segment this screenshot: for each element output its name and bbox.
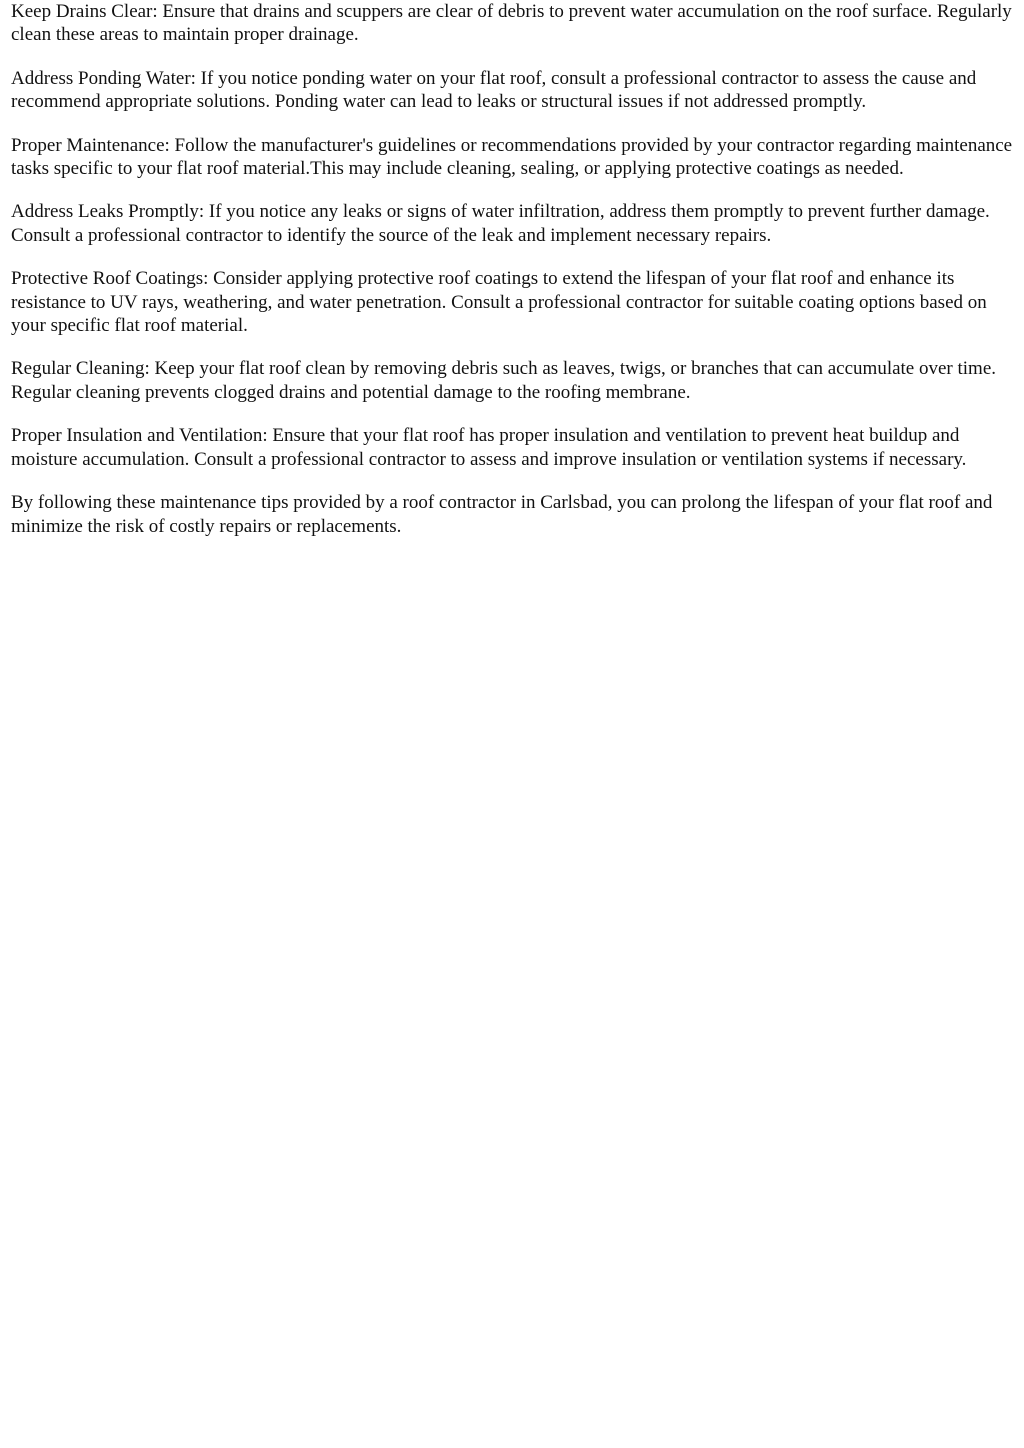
paragraph-address-ponding-water: Address Ponding Water: If you notice ponding water on your flat roof, consult a professional contractor to assess the cause and recommend appropriate solutions. Ponding water can lead to leaks or structural issues if not addressed promptly. xyxy=(11,67,977,113)
paragraph-proper-maintenance: Proper Maintenance: Follow the manufacturer's guidelines or recommendations provided by your contractor regarding maintenance tasks specific to your flat roof material.This may include cleaning, sealing, or applying protective coatings as needed. xyxy=(11,134,1013,180)
paragraph-keep-drains-clear: Keep Drains Clear: Ensure that drains and scuppers are clear of debris to prevent water accumulation on the roof surface. Regularly clean these areas to maintain proper drainage. xyxy=(11,1,1012,46)
paragraph-address-leaks-promptly: Address Leaks Promptly: If you notice any leaks or signs of water infiltration, address them promptly to prevent further damage. Consult a professional contractor to identify the source of the leak and implement necessary repairs. xyxy=(11,201,990,246)
paragraph-conclusion: By following these maintenance tips provided by a roof contractor in Carlsbad, you can prolong the lifespan of your flat roof and minimize the risk of costly repairs or replacements. xyxy=(11,492,993,537)
paragraph-insulation-ventilation: Proper Insulation and Ventilation: Ensure that your flat roof has proper insulation and ventilation to prevent heat buildup and moisture accumulation. Consult a professional contractor to assess and improve insulation or ventilation systems if necessary. xyxy=(11,425,967,470)
document-body xyxy=(11,0,1019,558)
paragraph-regular-cleaning: Regular Cleaning: Keep your flat roof clean by removing debris such as leaves, twigs, or branches that can accumulate over time. Regular cleaning prevents clogged drains and potential damage to the roofing membrane. xyxy=(11,358,997,403)
paragraph-protective-roof-coatings: Protective Roof Coatings: Consider applying protective roof coatings to extend the lifespan of your flat roof and enhance its resistance to UV rays, weathering, and water penetration. Consult a professional contractor for suitable coating options based on your specific flat roof material. xyxy=(11,268,987,337)
